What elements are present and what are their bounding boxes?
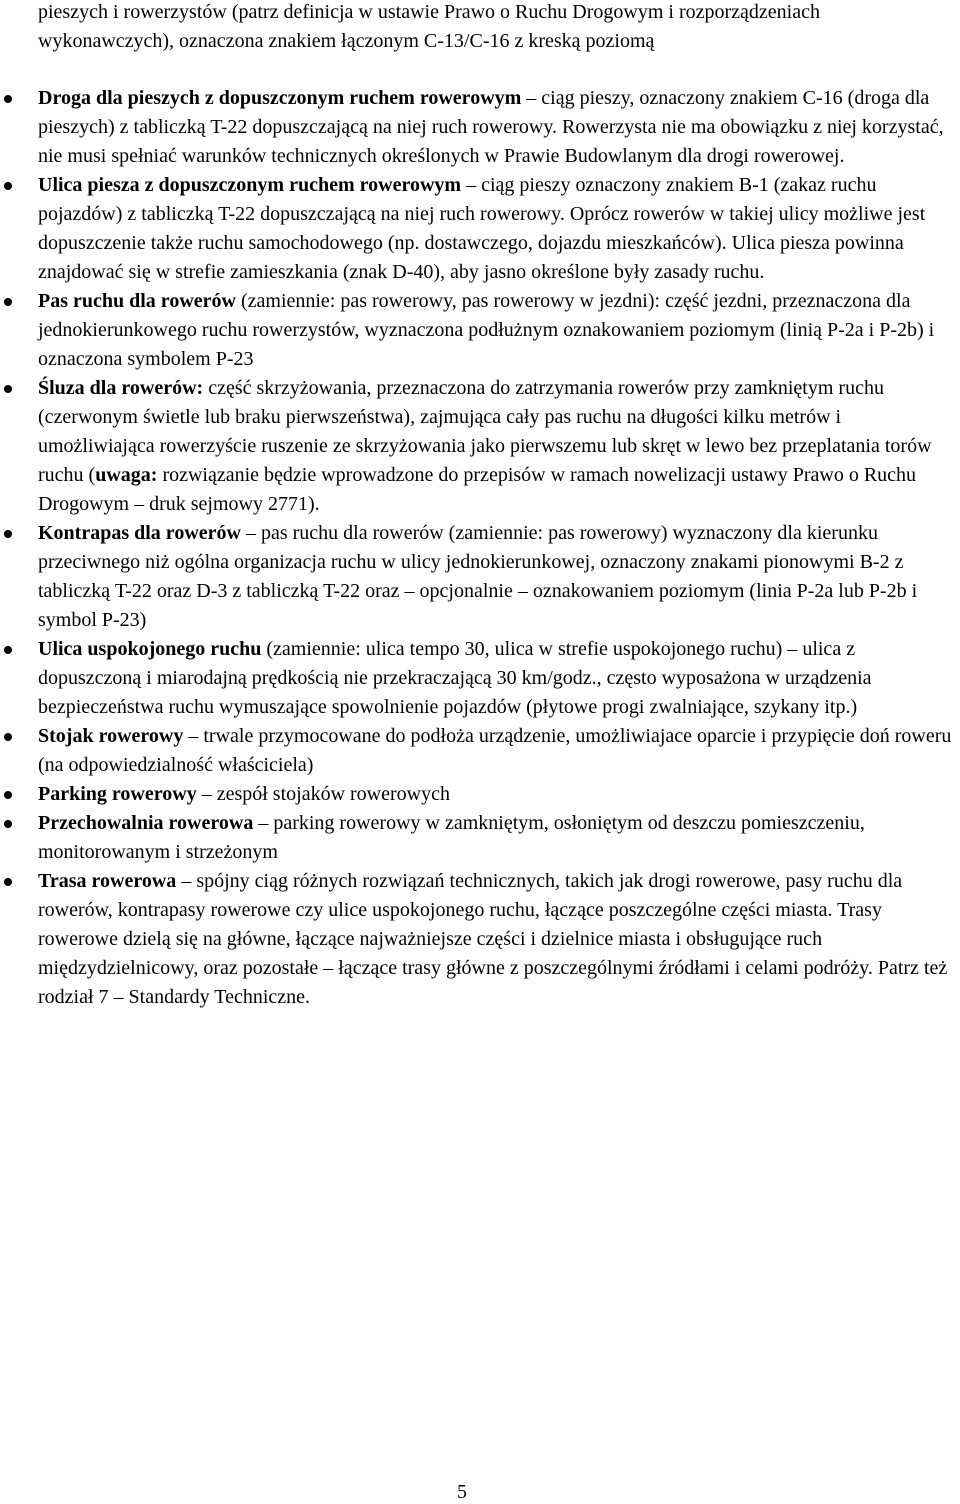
definition-term: Parking rowerowy	[38, 783, 197, 805]
note-label: uwaga:	[95, 464, 158, 486]
definition-text: – spójny ciąg różnych rozwiązań technicznych, takich jak drogi rowerowe, pasy ruchu dla rowerów, kontrapasy rowerowe czy ulice uspokojonego ruchu, łączące poszczególne części miasta. Trasy rowerowe dzielą się na główne, łączące najważniejsze części i dzielnice miasta i obsługujące ruch międzydzielnicowy, oraz pozostałe – łączące trasy główne z poszczególnymi źródłami i celami podróży. Patrz też rodział 7 – Standardy Techniczne.	[38, 870, 948, 1008]
definition-text: – ciąg pieszy oznaczony znakiem B-1 (zakaz ruchu pojazdów) z tabliczką T-22 dopuszczającą na niej ruch rowerowy. Oprócz rowerów w takiej ulicy możliwe jest dopuszczenie także ruchu samochodowego (np. dostawczego, dojazdu mieszkańców). Ulica piesza powinna znajdować się w strefie zamieszkania (znak D-40), aby jasno określone były zasady ruchu.	[38, 174, 926, 283]
list-item	[0, 519, 958, 635]
list-item	[0, 287, 958, 374]
intro-paragraph: pieszych i rowerzystów (patrz definicja w ustawie Prawo o Ruchu Drogowym i rozporządzeniach wykonawczych), oznaczona znakiem łączonym C-13/C-16 z kreską poziomą	[38, 1, 820, 52]
list-item	[0, 635, 958, 722]
definition-term: Przechowalnia rowerowa	[38, 812, 254, 834]
definition-term: Stojak rowerowy	[38, 725, 184, 747]
bullet-icon	[4, 530, 12, 538]
definition-text: – trwale przymocowane do podłoża urządzenie, umożliwiajace oparcie i przypięcie doń roweru (na odpowiedzialność właściciela)	[38, 725, 952, 776]
bullet-icon	[4, 646, 12, 654]
list-item	[0, 809, 958, 867]
definition-term: Droga dla pieszych z dopuszczonym ruchem rowerowym	[38, 87, 522, 109]
bullet-icon	[4, 298, 12, 306]
definition-text-continued: rozwiązanie będzie wprowadzone do przepisów w ramach nowelizacji ustawy Prawo o Ruchu Drogowym – druk sejmowy 2771).	[38, 464, 917, 515]
list-item	[0, 780, 958, 809]
definition-term: Ulica uspokojonego ruchu	[38, 638, 262, 660]
definition-term: Kontrapas dla rowerów	[38, 522, 241, 544]
list-item	[0, 171, 958, 287]
definition-text: (zamiennie: ulica tempo 30, ulica w strefie uspokojonego ruchu) – ulica z dopuszczoną i miarodajną prędkością nie przekraczającą 30 km/godz., często wyposażona w urządzenia bezpieczeństwa ruchu wymuszające spowolnienie pojazdów (płytowe progi zwalniające, szykany itp.)	[38, 638, 872, 718]
definition-term: Pas ruchu dla rowerów	[38, 290, 236, 312]
list-item	[0, 374, 958, 519]
bullet-icon	[4, 878, 12, 886]
definition-list	[0, 84, 958, 1012]
definition-term: Śluza dla rowerów:	[38, 377, 204, 399]
bullet-icon	[4, 182, 12, 190]
bullet-icon	[4, 791, 12, 799]
list-item	[0, 84, 958, 171]
definition-text: – ciąg pieszy, oznaczony znakiem C-16 (droga dla pieszych) z tabliczką T-22 dopuszczającą na niej ruch rowerowy. Rowerzysta nie ma obowiązku z niej korzystać, nie musi spełniać warunków technicznych określonych w Prawie Budowlanym dla drogi rowerowej.	[38, 87, 944, 167]
definition-text: (zamiennie: pas rowerowy, pas rowerowy w jezdni): część jezdni, przeznaczona dla jednokierunkowego ruchu rowerzystów, wyznaczona podłużnym oznakowaniem poziomym (linią P-2a i P-2b) i oznaczona symbolem P-23	[38, 290, 935, 370]
definition-text: część skrzyżowania, przeznaczona do zatrzymania rowerów przy zamkniętym ruchu (czerwonym świetle lub braku pierwszeństwa), zajmująca cały pas ruchu na długości kilku metrów i umożliwiająca rowerzyście ruszenie ze skrzyżowania jako pierwszemu lub skręt w lewo bez przeplatania torów ruchu (	[38, 377, 932, 486]
bullet-icon	[4, 733, 12, 741]
bullet-icon	[4, 820, 12, 828]
list-item	[0, 722, 958, 780]
definition-term: Ulica piesza z dopuszczonym ruchem rowerowym	[38, 174, 462, 196]
definition-text: – zespół stojaków rowerowych	[196, 783, 450, 805]
bullet-icon	[4, 385, 12, 393]
definition-term: Trasa rowerowa	[38, 870, 177, 892]
page-number: 5	[457, 1481, 467, 1503]
definition-text: – parking rowerowy w zamkniętym, osłoniętym od deszczu pomieszczeniu, monitorowanym i strzeżonym	[38, 812, 865, 863]
definition-text: – pas ruchu dla rowerów (zamiennie: pas rowerowy) wyznaczony dla kierunku przeciwnego niż ogólna organizacja ruchu w ulicy jednokierunkowej, oznaczony znakami pionowymi B-2 z tabliczką T-22 oraz D-3 z tabliczką T-22 oraz – opcjonalnie – oznakowaniem poziomym (linia P-2a lub P-2b i symbol P-23)	[38, 522, 918, 631]
list-item	[0, 867, 958, 1012]
bullet-icon	[4, 95, 12, 103]
